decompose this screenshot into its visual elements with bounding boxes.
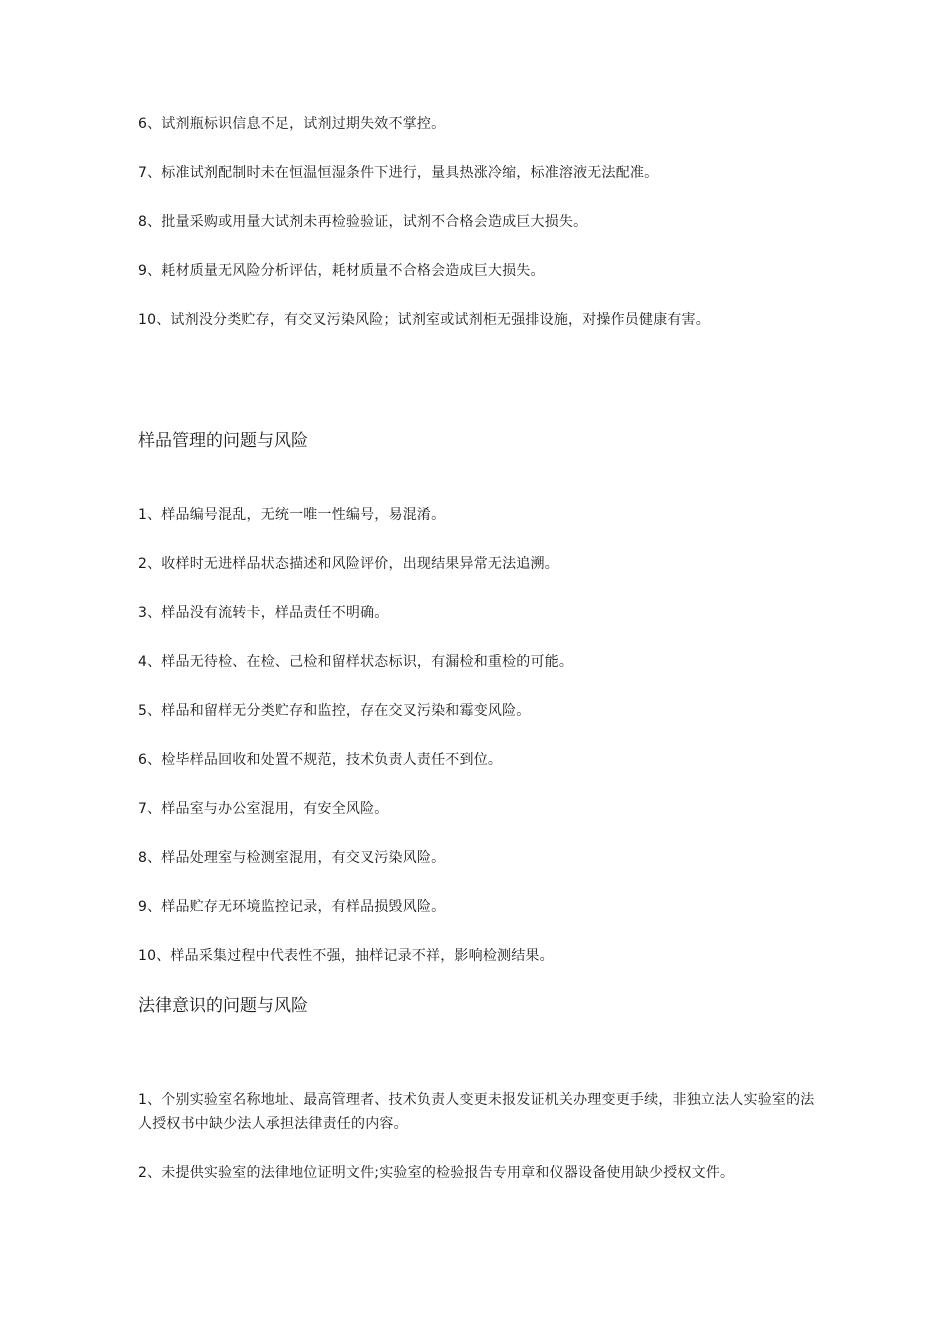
sample-item-6: 6、检毕样品回收和处置不规范，技术负责人责任不到位。 — [138, 752, 503, 768]
sample-item-7: 7、样品室与办公室混用，有安全风险。 — [138, 801, 389, 817]
sample-item-2: 2、收样时无进样品状态描述和风险评价，出现结果异常无法追溯。 — [138, 556, 559, 572]
sample-item-10: 10、样品采集过程中代表性不强，抽样记录不祥，影响检测结果。 — [138, 948, 554, 964]
reagent-item-7: 7、标准试剂配制时未在恒温恒湿条件下进行，量具热涨冷缩，标准溶液无法配准。 — [138, 165, 659, 181]
sample-item-3: 3、样品没有流转卡，样品责任不明确。 — [138, 605, 389, 621]
reagent-item-9: 9、耗材质量无风险分析评估，耗材质量不合格会造成巨大损失。 — [138, 263, 545, 279]
sample-item-9: 9、样品贮存无环境监控记录，有样品损毁风险。 — [138, 899, 446, 915]
sample-item-5: 5、样品和留样无分类贮存和监控，存在交叉污染和霉变风险。 — [138, 703, 531, 719]
sample-item-4: 4、样品无待检、在检、己检和留样状态标识，有漏检和重检的可能。 — [138, 654, 574, 670]
reagent-item-8: 8、批量采购或用量大试剂未再检验验证，试剂不合格会造成巨大损失。 — [138, 214, 588, 230]
sample-item-1: 1、样品编号混乱，无统一唯一性编号，易混淆。 — [138, 507, 446, 523]
legal-item-1: 1、个别实验室名称地址、最高管理者、技术负责人变更未报发证机关办理变更手续，非独立法人实验室的法人授权书中缺少法人承担法律责任的内容。 — [138, 1092, 815, 1132]
legal-section-heading: 法律意识的问题与风险 — [138, 996, 308, 1016]
reagent-item-6: 6、试剂瓶标识信息不足，试剂过期失效不掌控。 — [138, 116, 446, 132]
sample-item-8: 8、样品处理室与检测室混用，有交叉污染风险。 — [138, 850, 446, 866]
reagent-item-10: 10、试剂没分类贮存，有交叉污染风险；试剂室或试剂柜无强排设施，对操作员健康有害。 — [138, 312, 711, 328]
sample-section-heading: 样品管理的问题与风险 — [138, 431, 308, 451]
legal-item-2: 2、未提供实验室的法律地位证明文件;实验室的检验报告专用章和仪器设备使用缺少授权文件。 — [138, 1165, 735, 1181]
